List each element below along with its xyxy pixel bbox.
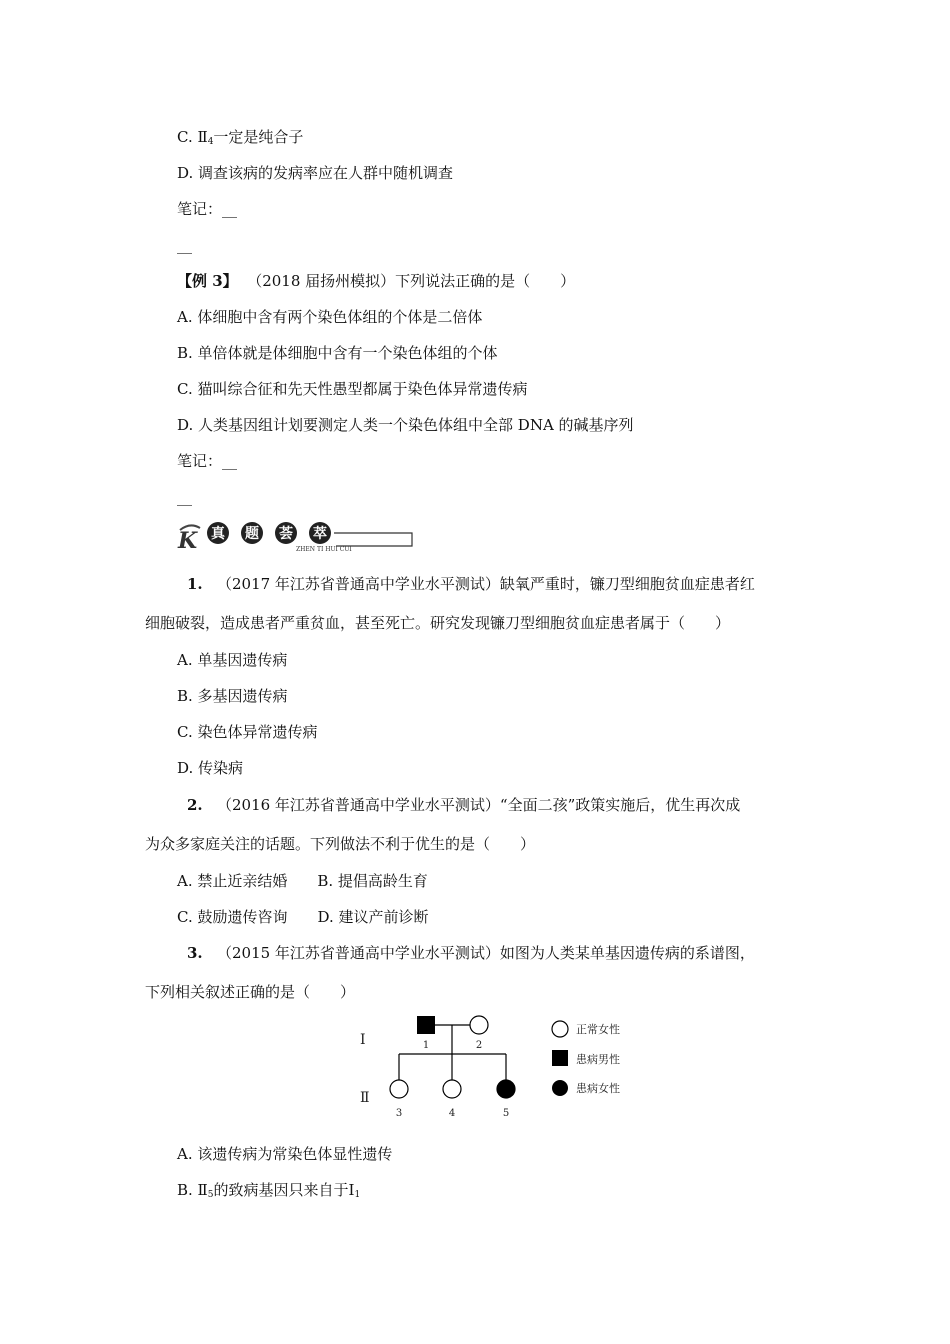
individual-id: 4 [448,1108,456,1119]
option-c-sub: 4 [207,137,214,147]
legend-affected-female-icon [552,1080,568,1096]
dash-line: __ [177,488,192,506]
q1-option-a: A. 单基因遗传病 [177,651,288,669]
individual-i2-normal-female [470,1016,488,1034]
individual-i1-affected-male [417,1016,435,1034]
note-line: 笔记：__ [177,200,238,218]
example-3-option-b: B. 单倍体就是体细胞中含有一个染色体组的个体 [177,344,498,362]
generation-label-ii: Ⅱ [360,1090,370,1106]
example-tag: 【例 3】 [177,272,238,290]
example-3-option-c: C. 猫叫综合征和先天性愚型都属于染色体异常遗传病 [177,380,528,398]
banner-char: 题 [245,526,259,542]
pedigree-diagram [350,1008,650,1126]
note-line: 笔记：__ [177,452,238,470]
q3-stem-line-1: 3. （2015 年江苏省普通高中学业水平测试）如图为人类某单基因遗传病的系谱图， [187,944,755,962]
legend-label: 患病男性 [576,1053,620,1066]
individual-ii5-affected-female [497,1080,515,1098]
q2-stem-line-2: 为众多家庭关注的话题。下列做法不利于优生的是（ ） [145,835,536,853]
option-c-text: 一定是纯合子 [213,128,304,146]
q1-stem-line-1: 1. （2017 年江苏省普通高中学业水平测试）缺氧严重时，镰刀型细胞贫血症患者红 [187,575,755,593]
q3-option-a: A. 该遗传病为常染色体显性遗传 [177,1145,393,1163]
q2-options-row-1: A. 禁止近亲结婚 B. 提倡高龄生育 [177,872,428,890]
banner-logo-icon [177,525,200,554]
banner-char: 萃 [313,526,327,542]
individual-id: 3 [395,1108,403,1119]
option-d-prev: D. 调查该病的发病率应在人群中随机调查 [177,164,454,182]
option-c-prev [177,127,303,152]
example-3-option-a: A. 体细胞中含有两个染色体组的个体是二倍体 [177,308,483,326]
q2-number: 2. [187,796,203,814]
dash-line: __ [177,236,192,254]
individual-id: 5 [502,1108,510,1119]
example-3-stem [177,271,575,291]
q1-number: 1. [187,575,203,593]
q3-option-b: B. $Ⅱ_5$的致病基因只来自于$Ⅰ_1$ [177,1181,361,1200]
legend-label: 正常女性 [576,1023,620,1036]
banner-char: 荟 [279,526,293,542]
individual-id: 1 [422,1040,430,1051]
q2-stem-line-1: 2. （2016 年江苏省普通高中学业水平测试）“全面二孩”政策实施后，优生再次成 [187,796,741,814]
individual-ii3-normal-female [390,1080,408,1098]
legend-normal-female-icon [552,1021,568,1037]
banner-pinyin: ZHEN TI HUI CUI [296,546,352,553]
q1-option-c: C. 染色体异常遗传病 [177,723,318,741]
banner-char: 真 [211,526,225,542]
individual-ii4-normal-female [443,1080,461,1098]
svg-text:K: K [178,528,198,554]
q2-options-row-2: C. 鼓励遗传咨询 D. 建议产前诊断 [177,908,429,926]
q1-stem-line-2: 细胞破裂，造成患者严重贫血，甚至死亡。研究发现镰刀型细胞贫血症患者属于（ ） [145,614,731,632]
example-3-option-d: D. 人类基因组计划要测定人类一个染色体组中全部 DNA 的碱基序列 [177,416,634,434]
q3-stem-line-2: 下列相关叙述正确的是（ ） [145,983,356,1001]
option-c-prefix: C. Ⅱ [177,128,208,146]
individual-id: 2 [475,1040,483,1051]
legend-affected-male-icon [552,1050,568,1066]
legend-label: 患病女性 [576,1082,620,1095]
q3-number: 3. [187,944,203,962]
q1-option-b: B. 多基因遗传病 [177,687,288,705]
q1-option-d: D. 传染病 [177,759,244,777]
generation-label-i: Ⅰ [360,1032,366,1048]
section-banner [176,520,416,554]
example-3-question: （2018 届扬州模拟）下列说法正确的是（ ） [247,272,576,290]
